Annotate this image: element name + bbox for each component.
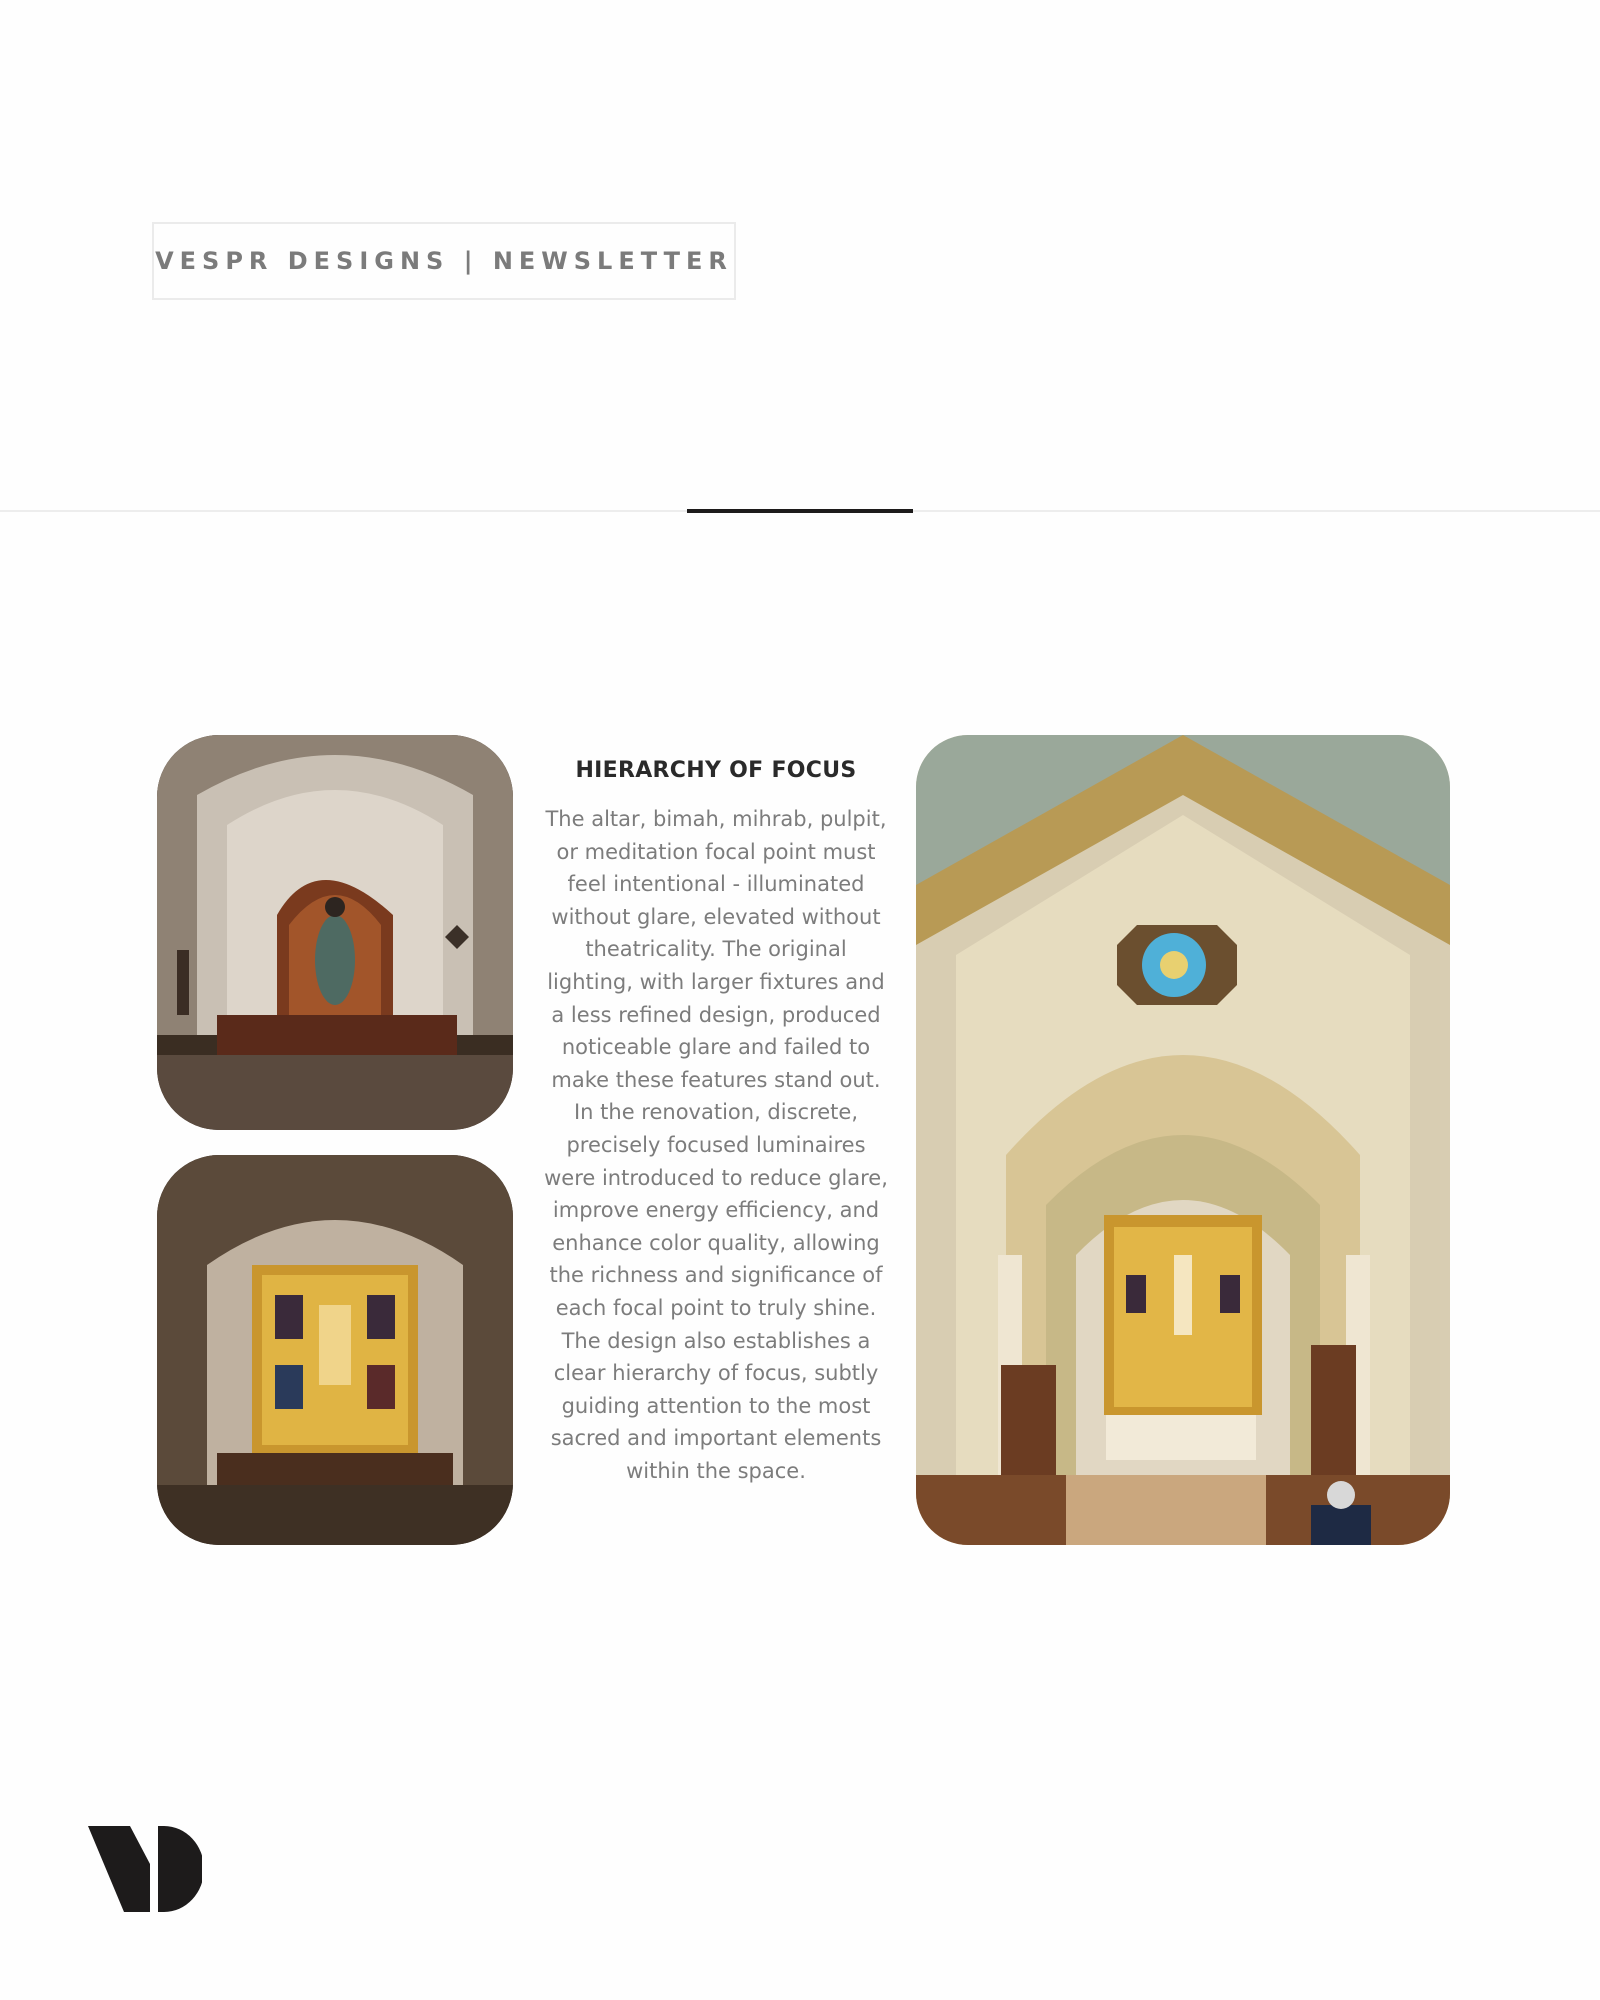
section-body: The altar, bimah, mihrab, pulpit, or meditation focal point must feel intentional - illuminated without glare, elevated without theatricality. The original lighting, with larger fixtures and a less refined design, produced noticeable glare and failed to make these features stand out. In the renovation, discrete, precisely focused luminaires were introduced to reduce glare, improve energy efficiency, and enhance color quality, allowing the richness and significance of each focal point to truly shine. The design also establishes a clear hierarchy of focus, subtly guiding attention to the most sacred and important elements within the space. xyxy=(544,807,888,1483)
divider-accent xyxy=(687,509,913,513)
badge-title: VESPR DESIGNS | NEWSLETTER xyxy=(155,247,733,275)
newsletter-badge xyxy=(152,222,736,300)
section-heading: HIERARCHY OF FOCUS xyxy=(575,758,857,783)
photo-golden-retablo xyxy=(157,1155,513,1545)
vespr-logo-icon xyxy=(88,1826,202,1912)
photo-church-nave xyxy=(916,735,1450,1545)
article-text xyxy=(540,758,892,1487)
photo-side-shrine xyxy=(157,735,513,1130)
